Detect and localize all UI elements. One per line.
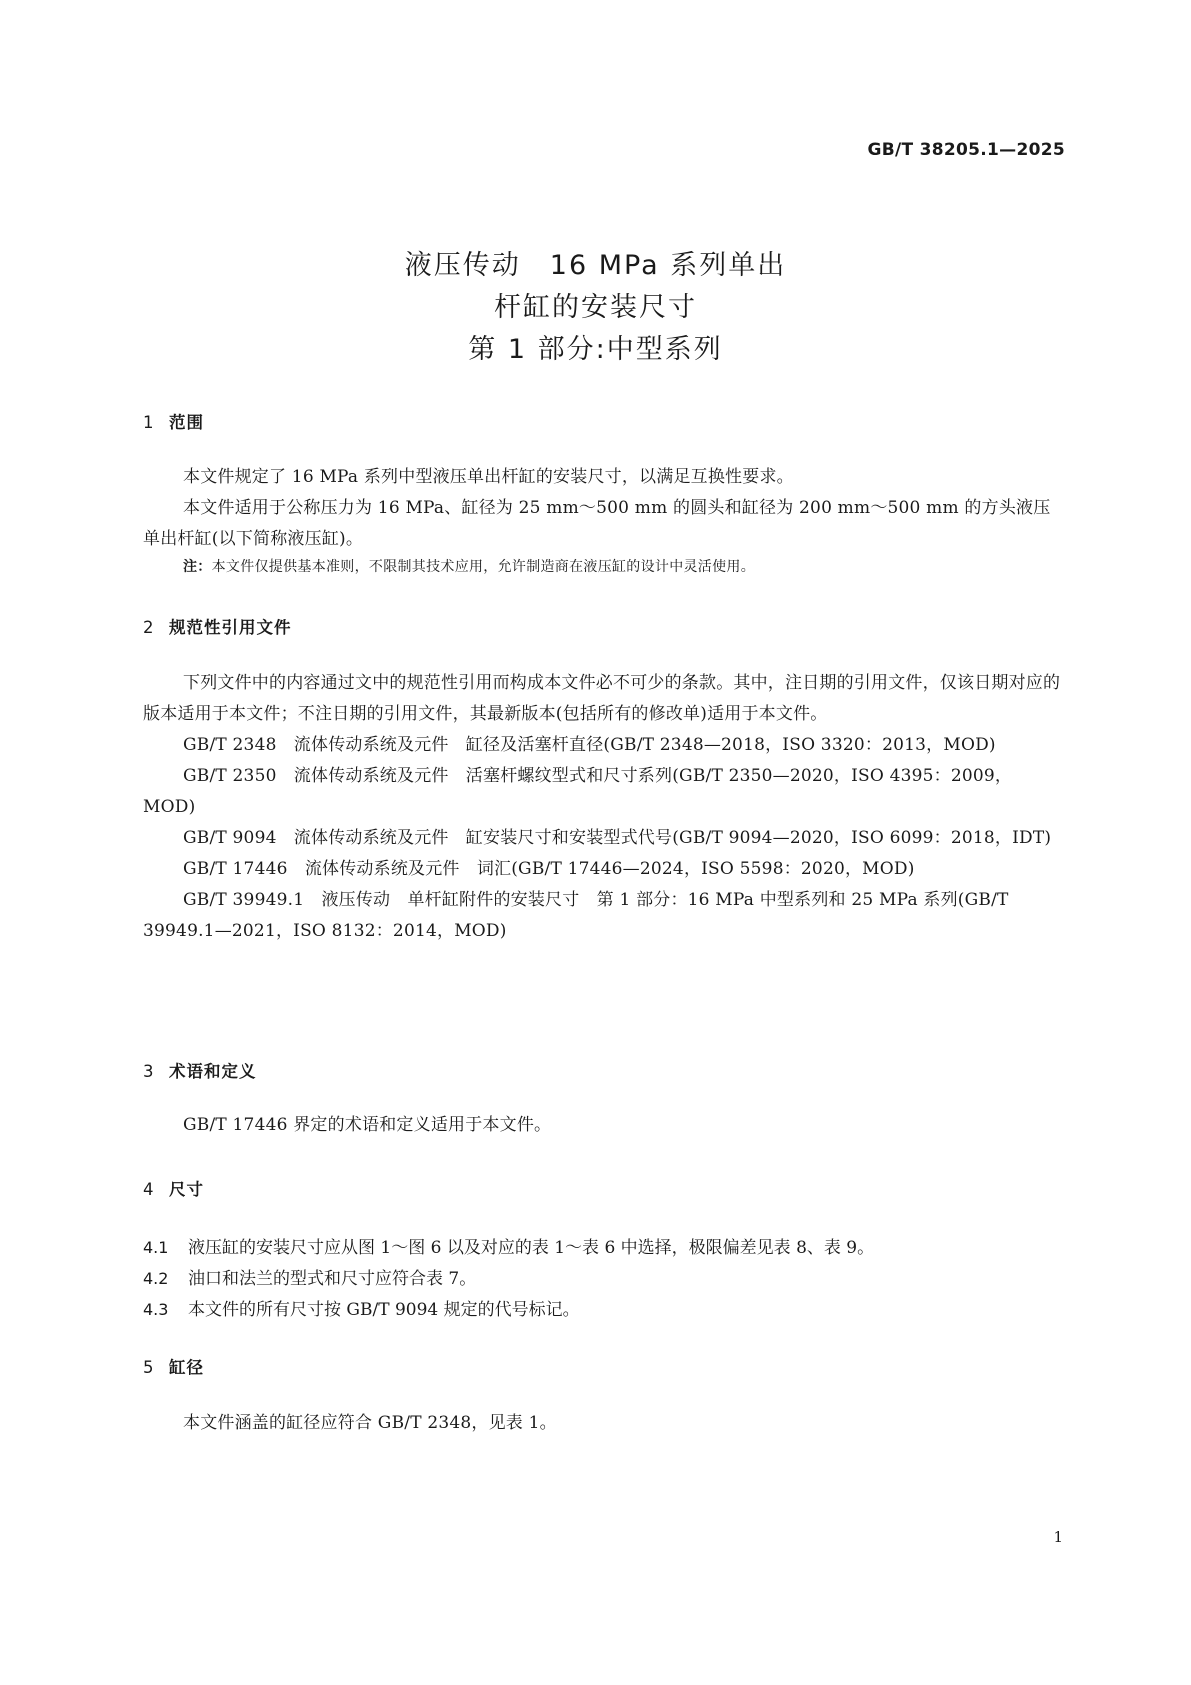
normative-refs-body [143,668,1063,947]
scope-note [183,556,755,576]
clause-4-3 [143,1295,580,1320]
clause-number: 4.1 [143,1238,169,1257]
bore-body [143,1408,1063,1439]
section-title: 缸径 [169,1358,204,1377]
section-heading-terms [143,1058,257,1082]
section-number: 5 [143,1358,155,1377]
normative-refs-intro: 下列文件中的内容通过文中的规范性引用而构成本文件必不可少的条款。其中，注日期的引用文件，仅该日期对应的版本适用于本文件；不注日期的引用文件，其最新版本(包括所有的修改单)适用于本文件。 [143,673,1061,724]
clause-text: 油口和法兰的型式和尺寸应符合表 7。 [188,1269,477,1289]
section-number: 4 [143,1180,155,1199]
note-text: 本文件仅提供基本准则，不限制其技术应用，允许制造商在液压缸的设计中灵活使用。 [211,559,756,575]
section-number: 2 [143,618,155,637]
bore-paragraph: 本文件涵盖的缸径应符合 GB/T 2348，见表 1。 [183,1413,557,1433]
reference-item: GB/T 17446 流体传动系统及元件 词汇(GB/T 17446—2024，ISO 5598：2020，MOD) [183,859,915,879]
section-number: 3 [143,1062,155,1081]
section-title: 规范性引用文件 [169,618,292,637]
title-line-3: 第 1 部分:中型系列 [468,334,723,365]
clause-text: 本文件的所有尺寸按 GB/T 9094 规定的代号标记。 [188,1300,580,1320]
section-title: 范围 [169,413,204,432]
section-heading-normative-refs [143,614,292,638]
document-title [0,245,1191,371]
page-number: 1 [1053,1528,1063,1546]
reference-item: GB/T 9094 流体传动系统及元件 缸安装尺寸和安装型式代号(GB/T 9094—2020，ISO 6099：2018，IDT) [183,828,1052,848]
section-number: 1 [143,413,155,432]
scope-body [143,462,1063,555]
note-label: 注： [183,559,212,575]
standard-code: GB/T 38205.1—2025 [867,140,1065,160]
reference-item: GB/T 2348 流体传动系统及元件 缸径及活塞杆直径(GB/T 2348—2018，ISO 3320：2013，MOD) [183,735,996,755]
title-line-1: 液压传动 16 MPa 系列单出 [404,250,787,281]
scope-paragraph-1: 本文件规定了 16 MPa 系列中型液压单出杆缸的安装尺寸，以满足互换性要求。 [183,467,794,487]
title-line-2: 杆缸的安装尺寸 [494,292,697,323]
section-heading-bore [143,1354,204,1378]
clause-4-1 [143,1233,874,1258]
clause-4-2 [143,1264,476,1289]
clause-text: 液压缸的安装尺寸应从图 1～图 6 以及对应的表 1～表 6 中选择，极限偏差见表 8、表 9。 [188,1238,875,1258]
section-heading-dimensions [143,1176,204,1200]
scope-paragraph-2: 本文件适用于公称压力为 16 MPa、缸径为 25 mm～500 mm 的圆头和缸径为 200 mm～500 mm 的方头液压单出杆缸(以下简称液压缸)。 [143,498,1051,549]
section-heading-scope [143,409,204,433]
terms-body [143,1110,1063,1141]
section-title: 尺寸 [169,1180,204,1199]
section-title: 术语和定义 [169,1062,257,1081]
clause-number: 4.2 [143,1269,169,1288]
reference-item: GB/T 2350 流体传动系统及元件 活塞杆螺纹型式和尺寸系列(GB/T 2350—2020，ISO 4395：2009，MOD) [143,766,1013,817]
terms-paragraph: GB/T 17446 界定的术语和定义适用于本文件。 [183,1115,552,1135]
reference-item: GB/T 39949.1 液压传动 单杆缸附件的安装尺寸 第 1 部分：16 MPa 中型系列和 25 MPa 系列(GB/T 39949.1—2021，ISO 8132：2014，MOD) [143,890,1009,941]
clause-number: 4.3 [143,1300,169,1319]
